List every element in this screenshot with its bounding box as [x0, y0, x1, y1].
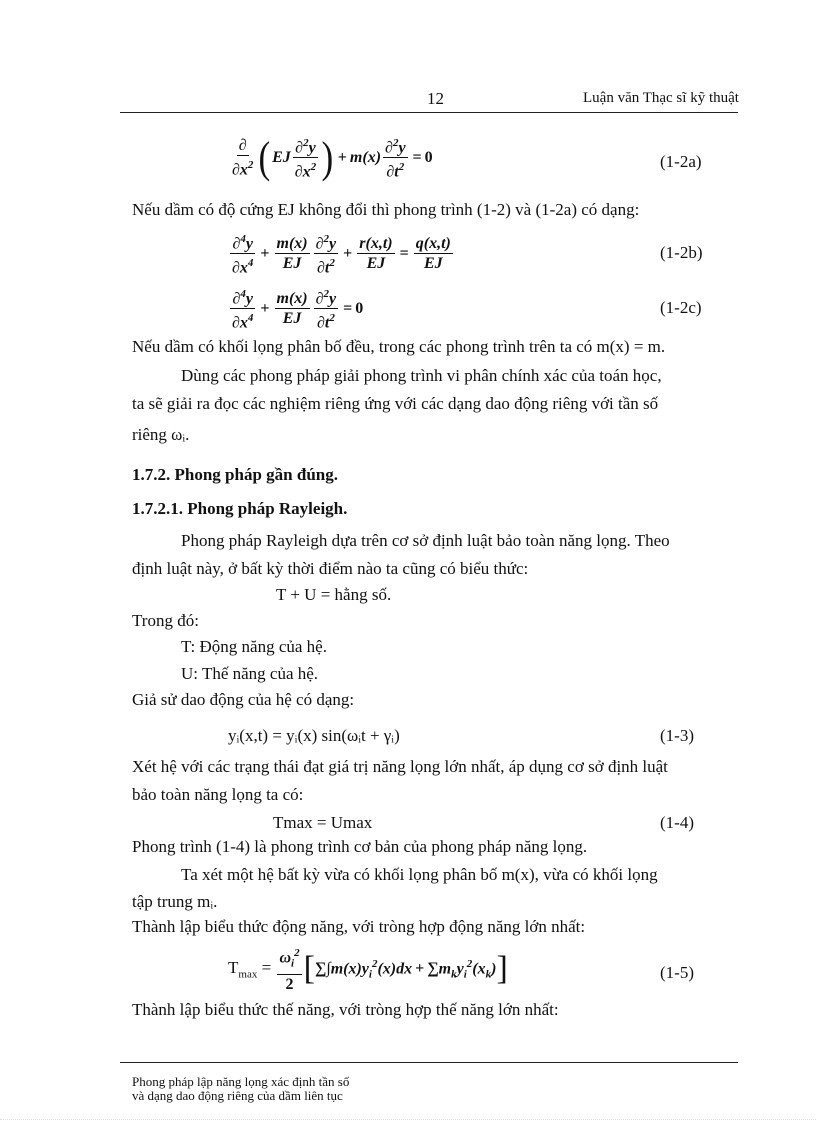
equation-label-1-4: (1-4)	[660, 813, 694, 832]
section-heading-1-7-2-1: 1.7.2.1. Phong pháp Rayleigh.	[132, 499, 348, 518]
footer-line-1: Phong pháp lập năng lọng xác định tần số	[132, 1074, 350, 1089]
page-bottom-dotted-line	[0, 1119, 816, 1120]
equation-label-1-5: (1-5)	[660, 963, 694, 982]
paragraph-9: Thành lập biểu thức thế năng, với tròng hợp thế năng lớn nhất:	[132, 1000, 559, 1019]
paragraph-8: Thành lập biểu thức động năng, với tròng hợp động năng lớn nhất:	[132, 917, 586, 936]
paragraph-3-line-2: ta sẽ giải ra đọc các nghiệm riêng ứng với các dạng dao động riêng với tần số	[132, 394, 659, 413]
paragraph-4-line-1: Phong pháp Rayleigh dựa trên cơ sở định luật bảo toàn năng lọng. Theo	[181, 531, 670, 550]
where-label: Trong đó:	[132, 611, 199, 630]
footer-line-2: và dạng dao động riêng của dầm liên tục	[132, 1088, 343, 1103]
paragraph-3-line-3: riêng ωᵢ.	[132, 425, 190, 444]
definition-T: T: Động năng của hệ.	[181, 637, 327, 656]
paragraph-1: Nếu dầm có độ cứng EJ không đổi thì phong trình (1-2) và (1-2a) có dạng:	[132, 200, 640, 219]
equation-1-5: $T_{max}$ = $\frac{\omega_i^2}{2}$ [ ∑∫ $m(x)y_i^2(x)dx$ + ∑ $m_ky_i^2(x_k)$ ]	[228, 944, 508, 994]
footer-rule	[120, 1062, 738, 1063]
energy-equation: T + U = hằng số.	[276, 585, 392, 604]
header-rule	[120, 112, 738, 113]
equation-1-2c: $\frac{\partial^4y}{\partial x^4}$ + $\frac{m(x)}{EJ}$ $\frac{\partial^2y}{\partial t^2}$ = 0	[228, 285, 363, 333]
equation-1-3: yᵢ(x,t) = yᵢ(x) sin(ωᵢt + γᵢ)	[228, 726, 400, 745]
header-title: Luận văn Thạc sĩ kỹ thuật	[583, 90, 739, 106]
equation-label-1-2a: (1-2a)	[660, 152, 702, 171]
paragraph-4-line-2: định luật này, ở bất kỳ thời điểm nào ta cũng có biểu thức:	[132, 559, 529, 578]
paragraph-2: Nếu dầm có khối lọng phân bố đều, trong các phong trình trên ta có m(x) = m.	[132, 337, 666, 356]
paragraph-6: Phong trình (1-4) là phong trình cơ bản của phong pháp năng lọng.	[132, 837, 588, 856]
definition-U: U: Thế năng của hệ.	[181, 664, 319, 683]
paragraph-5-line-2: bảo toàn năng lọng ta có:	[132, 785, 304, 804]
paragraph-7-line-2: tập trung mᵢ.	[132, 892, 218, 911]
equation-1-2a: $\frac{\partial}{\partial x^2}$ ( EJ $\frac{\partial^2y}{\partial x^2}$ ) + m(x) $\frac{\partial^2y}{\partial t^2}$ = 0	[232, 132, 433, 182]
assumption-text: Giả sử dao động của hệ có dạng:	[132, 690, 355, 709]
equation-1-2b: $\frac{\partial^4y}{\partial x^4}$ + $\frac{m(x)}{EJ}$ $\frac{\partial^2y}{\partial t^2}$ + $\frac{r(x,t)}{EJ}$ = $\frac{q(x,t)}{EJ}$	[228, 230, 455, 278]
equation-label-1-3: (1-3)	[660, 726, 694, 745]
page-number: 12	[427, 89, 444, 108]
paragraph-3-line-1: Dùng các phong pháp giải phong trình vi phân chính xác của toán học,	[181, 366, 662, 385]
paragraph-5-line-1: Xét hệ với các trạng thái đạt giá trị năng lọng lớn nhất, áp dụng cơ sở định luật	[132, 757, 668, 776]
section-heading-1-7-2: 1.7.2. Phong pháp gần đúng.	[132, 465, 338, 484]
equation-label-1-2b: (1-2b)	[660, 243, 703, 262]
paragraph-7-line-1: Ta xét một hệ bất kỳ vừa có khối lọng phân bố m(x), vừa có khối lọng	[181, 865, 658, 884]
equation-label-1-2c: (1-2c)	[660, 298, 702, 317]
equation-1-4: Tmax = Umax	[273, 813, 373, 832]
